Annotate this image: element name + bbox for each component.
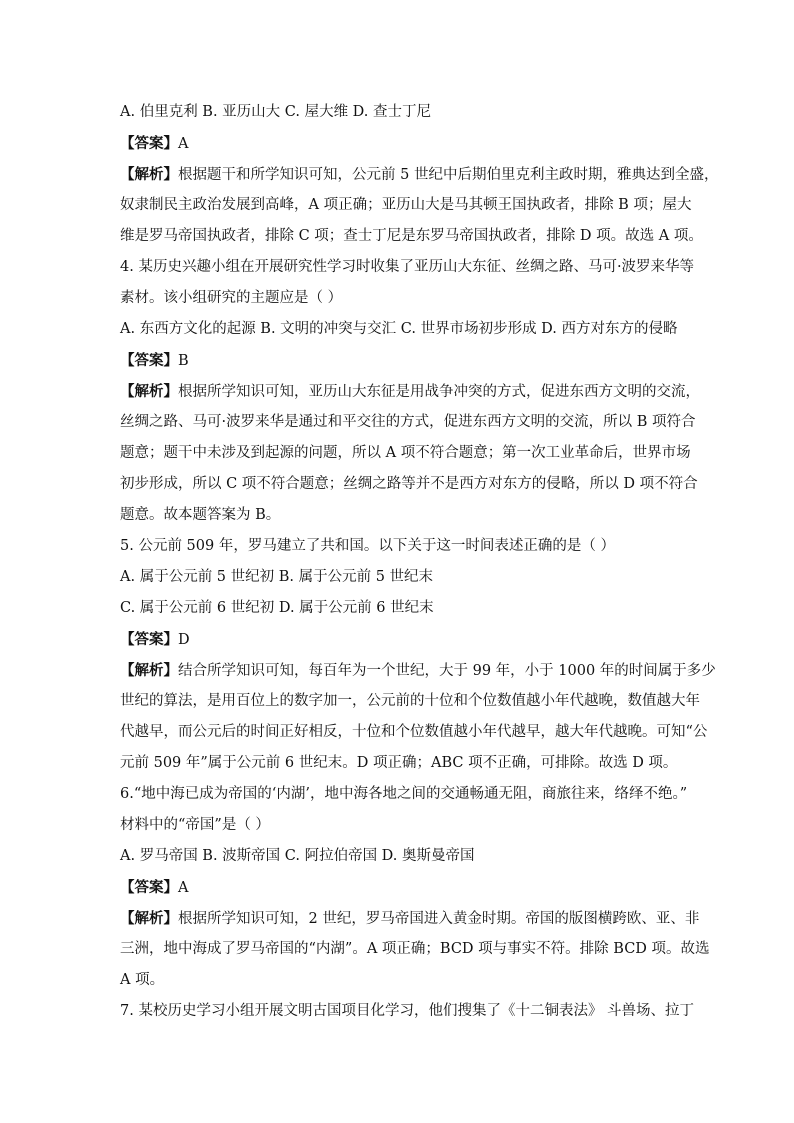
- analysis-line: A 项。: [120, 972, 165, 988]
- q6-options: A. 罗马帝国 B. 波斯帝国 C. 阿拉伯帝国 D. 奥斯曼帝国: [120, 848, 475, 864]
- q4-stem-line: 素材。该小组研究的主题应是（ ）: [120, 290, 343, 306]
- document-page: [120, 97, 719, 1027]
- analysis-line: 代越早，而公元后的时间正好相反，十位和个位数值越小年代越早，越大年代越晚。可知“公: [120, 724, 708, 740]
- answer-label: 【答案】: [120, 631, 178, 648]
- q7-stem-line: 7. 某校历史学习小组开展文明古国项目化学习，他们搜集了《十二铜表法》 斗兽场、拉丁: [120, 1003, 695, 1019]
- q6-analysis: [120, 903, 710, 996]
- analysis-text: 根据所学知识可知，2 世纪，罗马帝国进入黄金时期。帝国的版图横跨欧、亚、非: [178, 911, 700, 927]
- analysis-line: 丝绸之路、马可·波罗来华是通过和平交往的方式，促进东西方文明的交流，所以 B 项符合: [120, 414, 696, 430]
- q3-analysis: [120, 159, 719, 252]
- answer-value: B: [178, 353, 189, 369]
- analysis-label: 【解析】: [120, 383, 178, 400]
- answer-label: 【答案】: [120, 352, 178, 369]
- analysis-line: 题意。故本题答案为 B。: [120, 507, 281, 523]
- q5-options-line: A. 属于公元前 5 世纪初 B. 属于公元前 5 世纪末: [120, 569, 434, 585]
- analysis-label: 【解析】: [120, 662, 178, 679]
- analysis-line: 奴隶制民主政治发展到高峰，A 项正确；亚历山大是马其顿王国执政者，排除 B 项；屋大: [120, 197, 692, 213]
- answer-label: 【答案】: [120, 135, 178, 152]
- q5-stem-line: 5. 公元前 509 年，罗马建立了共和国。以下关于这一时间表述正确的是（ ）: [120, 538, 615, 554]
- analysis-line: 题意；题干中未涉及到起源的问题，所以 A 项不符合题意；第一次工业革命后，世界市场: [120, 445, 691, 461]
- answer-label: 【答案】: [120, 879, 178, 896]
- analysis-line: [120, 903, 700, 934]
- q3-answer: [120, 128, 676, 159]
- q3-options: A. 伯里克利 B. 亚历山大 C. 屋大维 D. 查士丁尼: [120, 104, 432, 120]
- analysis-line: [120, 655, 716, 686]
- answer-value: A: [178, 880, 189, 896]
- q5-answer: [120, 624, 676, 655]
- analysis-line: 三洲，地中海成了罗马帝国的“内湖”。A 项正确；BCD 项与事实不符。排除 BCD 项。故选: [120, 941, 710, 957]
- analysis-line: 元前 509 年”属于公元前 6 世纪末。D 项正确；ABC 项不正确，可排除。故选 D 项。: [120, 755, 678, 771]
- analysis-label: 【解析】: [120, 166, 178, 183]
- q4-analysis: [120, 376, 700, 531]
- q6-stem-line: 材料中的“帝国”是（ ）: [120, 817, 270, 833]
- analysis-line: 世纪的算法，是用百位上的数字加一，公元前的十位和个位数值越小年代越晚，数值越大年: [120, 693, 700, 709]
- q4-stem-line: 4. 某历史兴趣小组在开展研究性学习时收集了亚历山大东征、丝绸之路、马可·波罗来华等: [120, 259, 695, 275]
- q6-stem-line: 6.“地中海已成为帝国的‘内湖’，地中海各地之间的交通畅通无阻，商旅往来，络绎不绝。”: [120, 786, 688, 802]
- q5-analysis: [120, 655, 716, 779]
- q4-answer: [120, 345, 676, 376]
- analysis-line: 初步形成，所以 C 项不符合题意；丝绸之路等并不是西方对东方的侵略，所以 D 项不符合: [120, 476, 698, 492]
- analysis-line: [120, 159, 719, 190]
- q4-options: A. 东西方文化的起源 B. 文明的冲突与交汇 C. 世界市场初步形成 D. 西方对东方的侵略: [120, 321, 678, 337]
- analysis-text: 根据所学知识可知，亚历山大东征是用战争冲突的方式，促进东西方文明的交流，: [178, 384, 700, 400]
- q5-options-line: C. 属于公元前 6 世纪初 D. 属于公元前 6 世纪末: [120, 600, 434, 616]
- analysis-label: 【解析】: [120, 910, 178, 927]
- analysis-line: 维是罗马帝国执政者，排除 C 项；查士丁尼是东罗马帝国执政者，排除 D 项。故选 A 项。: [120, 228, 703, 244]
- answer-value: A: [178, 136, 189, 152]
- analysis-text: 根据题干和所学知识可知，公元前 5 世纪中后期伯里克利主政时期，雅典达到全盛，: [178, 167, 719, 183]
- analysis-line: [120, 376, 700, 407]
- q6-answer: [120, 872, 676, 903]
- analysis-text: 结合所学知识可知，每百年为一个世纪，大于 99 年，小于 1000 年的时间属于多少: [178, 663, 716, 679]
- answer-value: D: [178, 632, 190, 648]
